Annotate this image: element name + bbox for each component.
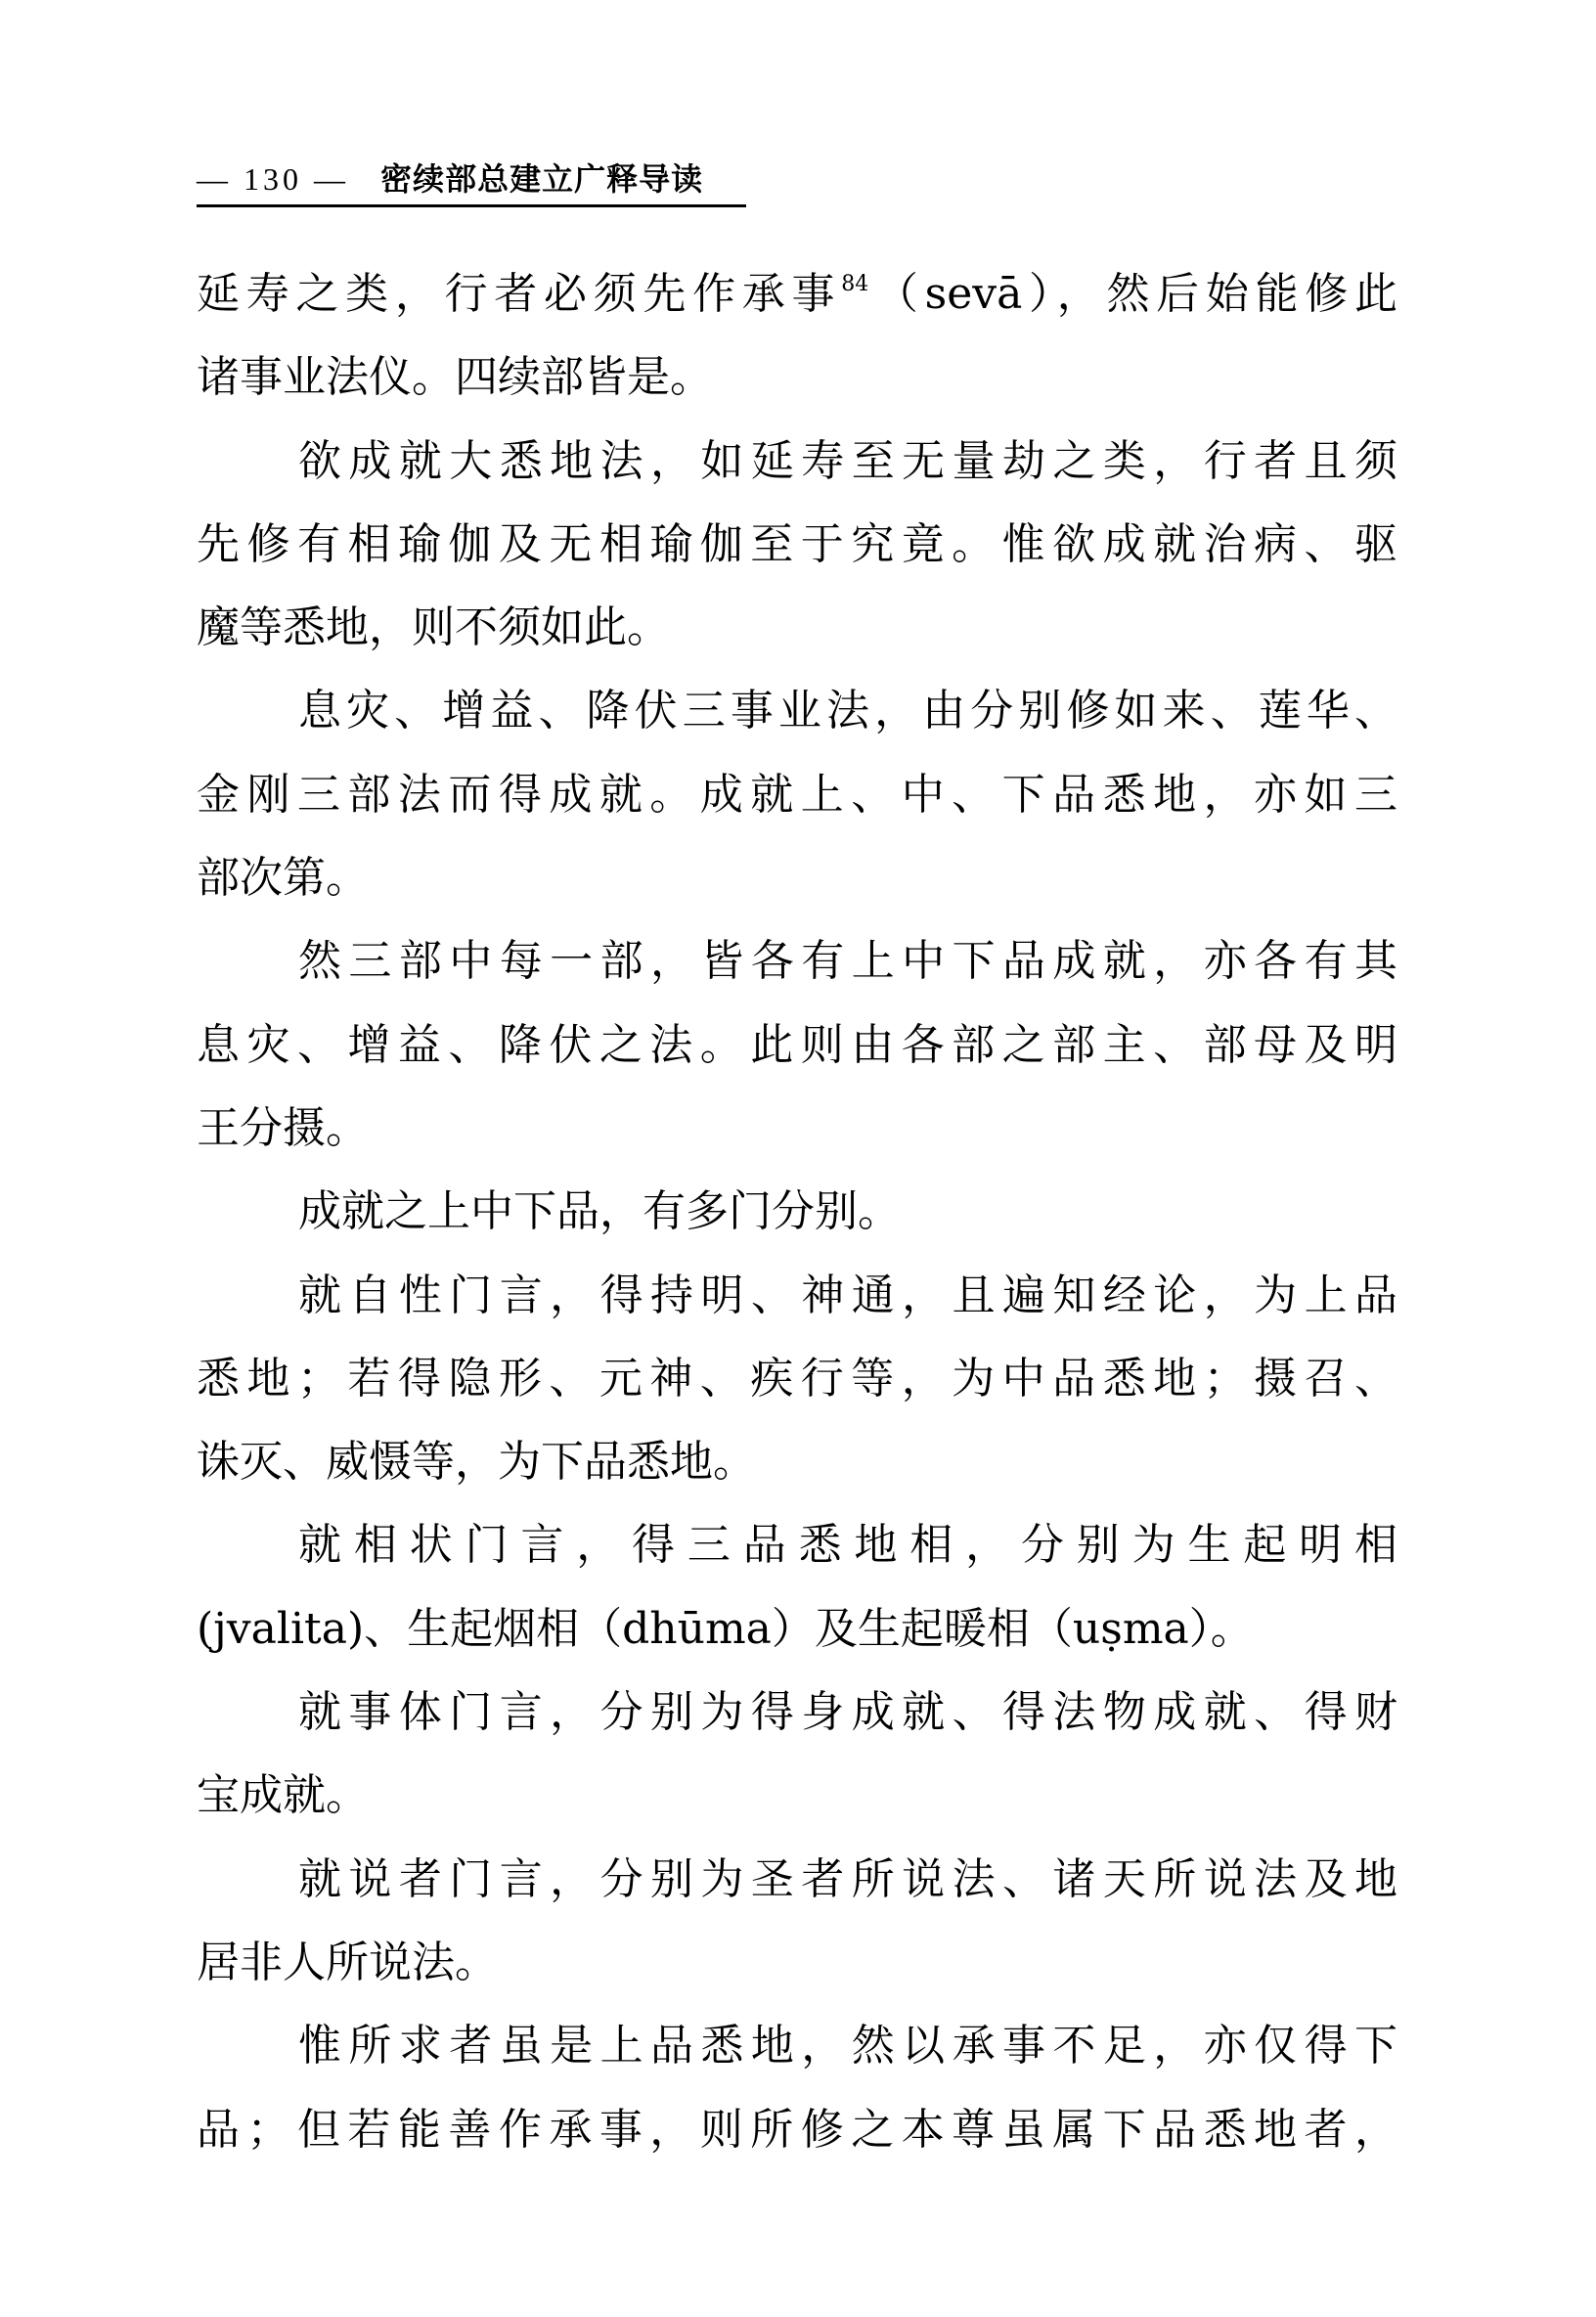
text-line: 息灾、增益、降伏三事业法，由分别修如来、莲华、 [298, 686, 1397, 736]
footnote-ref[interactable]: 84 [841, 272, 869, 296]
text-line: (jvalita)、生起烟相（dhūma）及生起暖相（uṣma）。 [197, 1603, 1254, 1654]
text-line: 金刚三部法而得成就。成就上、中、下品悉地，亦如三 [197, 769, 1397, 820]
running-header [197, 159, 746, 207]
text-line: 悉地；若得隐形、元神、疾行等，为中品悉地；摄召、 [197, 1353, 1397, 1404]
text-line: 品；但若能善作承事，则所修之本尊虽属下品悉地者， [197, 2104, 1397, 2155]
text-line: 魔等悉地，则不须如此。 [197, 602, 670, 653]
text-line: 成就之上中下品，有多门分别。 [298, 1186, 901, 1237]
text-line: 然三部中每一部，皆各有上中下品成就，亦各有其 [298, 936, 1397, 987]
text-line: 就相状门言，得三品悉地相，分别为生起明相 [298, 1520, 1397, 1571]
text-line [197, 252, 1397, 335]
text-line: 惟所求者虽是上品悉地，然以承事不足，亦仅得下 [298, 2021, 1397, 2072]
text-line: 就事体门言，分别为得身成就、得法物成就、得财 [298, 1687, 1397, 1738]
book-title: 密续部总建立广释导读 [380, 160, 704, 198]
text-segment: （sevā），然后始能修此 [868, 269, 1397, 319]
text-line: 就说者门言，分别为圣者所说法、诸天所说法及地 [298, 1853, 1397, 1904]
text-line: 宝成就。 [197, 1770, 369, 1821]
page-number: — 130 — [197, 161, 349, 197]
text-line: 欲成就大悉地法，如延寿至无量劫之类，行者且须 [298, 435, 1397, 486]
text-line: 诸事业法仪。四续部皆是。 [197, 352, 713, 403]
text-segment: 延寿之类，行者必须先作承事 [197, 269, 842, 319]
body-text [197, 252, 1397, 2171]
text-line: 王分摄。 [197, 1102, 369, 1153]
text-line: 部次第。 [197, 853, 369, 904]
text-line: 居非人所说法。 [197, 1937, 498, 1987]
text-line: 息灾、增益、降伏之法。此则由各部之部主、部母及明 [197, 1019, 1397, 1070]
text-line: 就自性门言，得持明、神通，且遍知经论，为上品 [298, 1270, 1397, 1320]
text-line: 诛灭、威慑等，为下品悉地。 [197, 1437, 756, 1488]
text-line: 先修有相瑜伽及无相瑜伽至于究竟。惟欲成就治病、驱 [197, 518, 1397, 569]
